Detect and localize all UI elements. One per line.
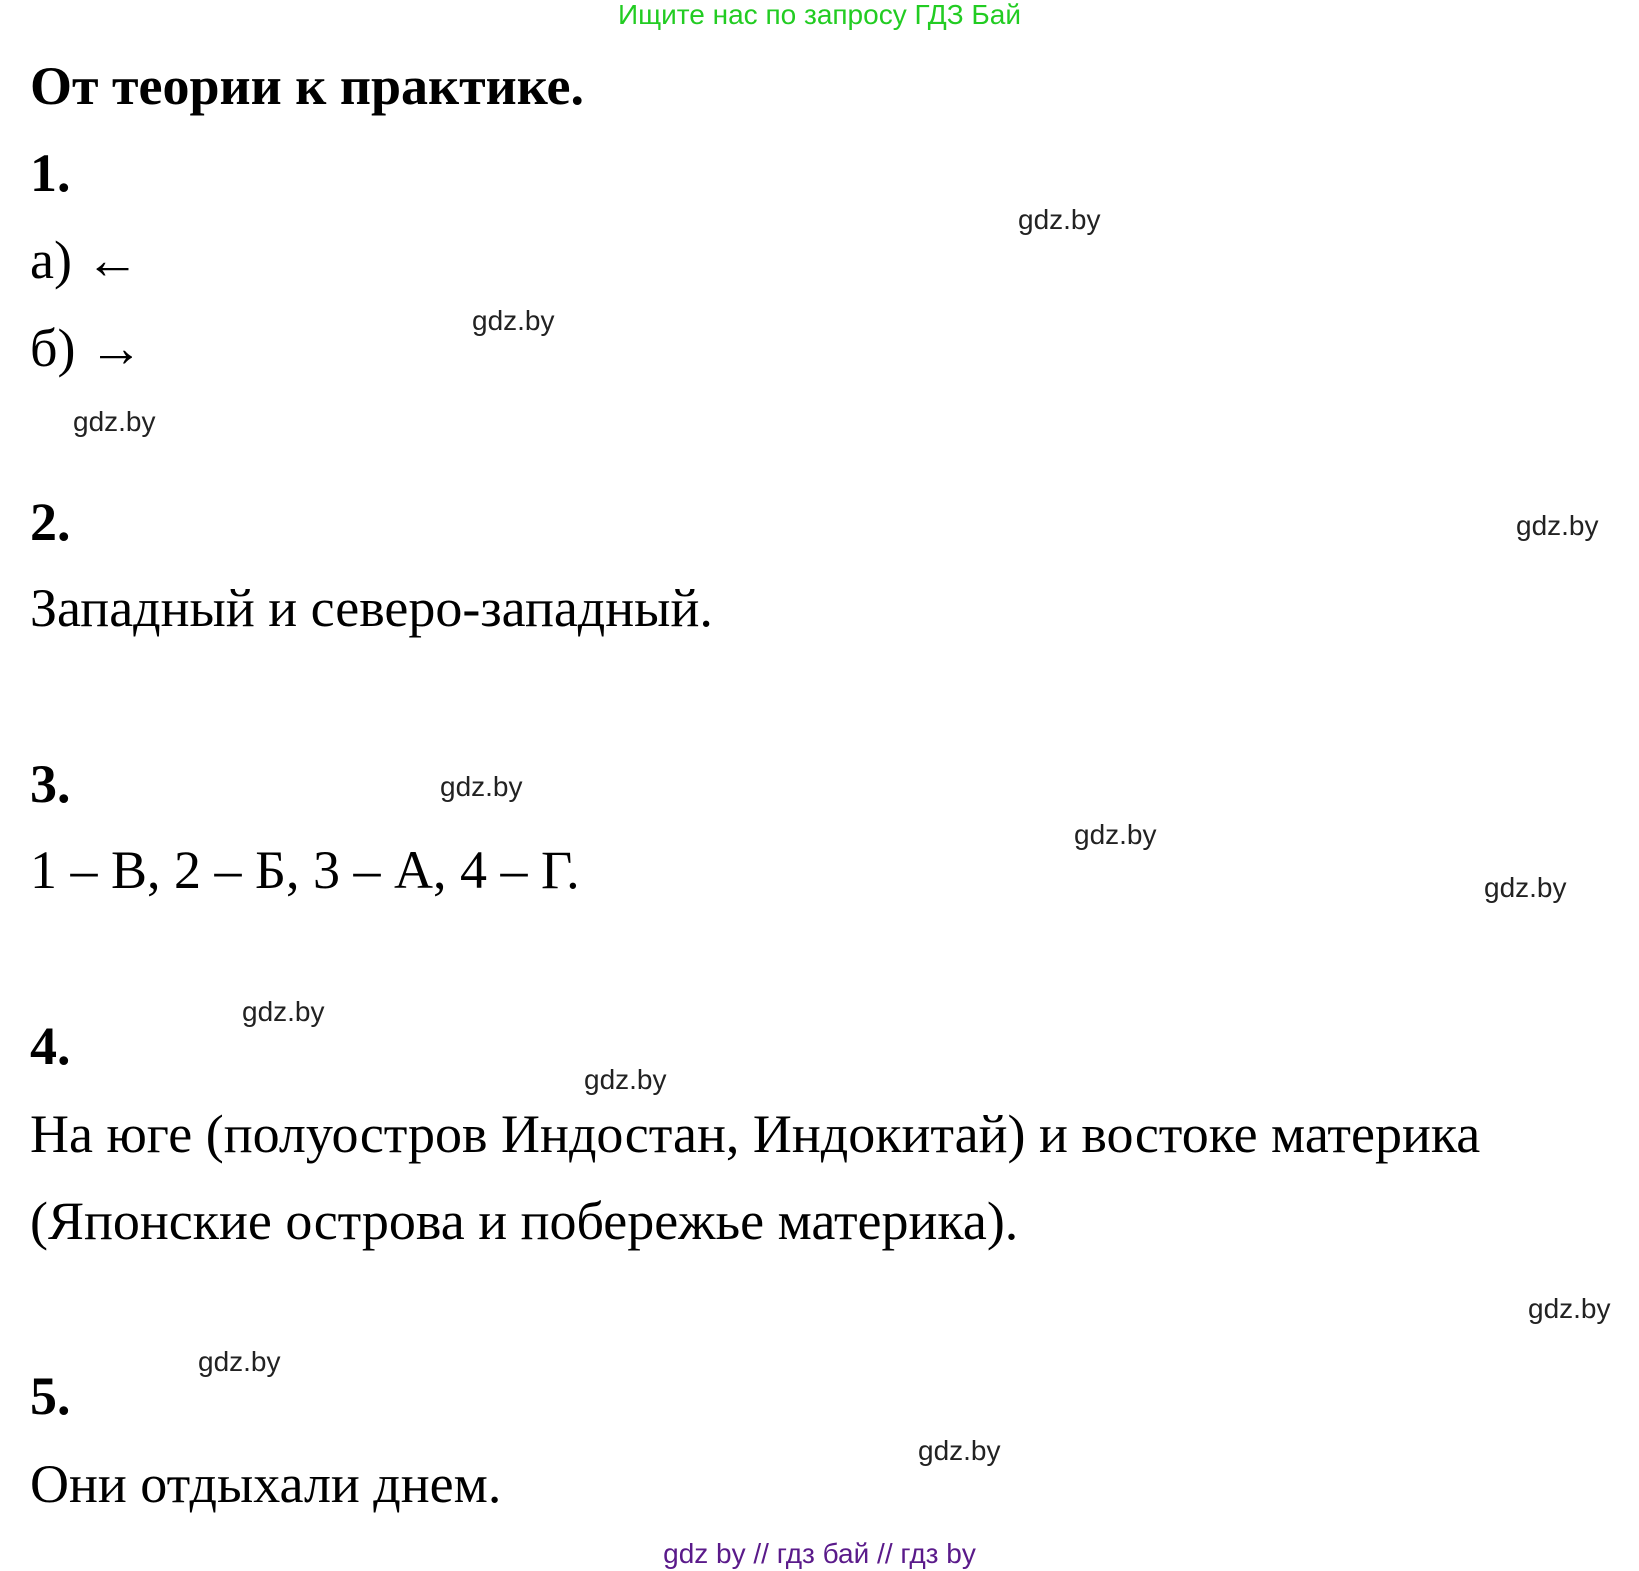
- watermark: gdz.by: [1018, 204, 1101, 235]
- watermark: gdz.by: [440, 771, 523, 802]
- watermark: gdz.by: [1074, 819, 1157, 850]
- watermark: gdz.by: [472, 305, 555, 336]
- watermark: gdz.by: [1484, 872, 1567, 903]
- watermark: gdz.by: [584, 1064, 667, 1095]
- watermark: gdz.by: [1528, 1293, 1611, 1324]
- footer-links: gdz by // гдз бай // гдз by: [663, 1538, 976, 1569]
- task-5-answer: Они отдыхали днем.: [30, 1454, 502, 1514]
- watermark: gdz.by: [1516, 510, 1599, 541]
- search-hint-banner: Ищите нас по запросу ГДЗ Бай: [617, 0, 1022, 30]
- page-title: От теории к практике.: [30, 56, 585, 116]
- watermark: gdz.by: [198, 1346, 281, 1377]
- task-1-answer-a: а) ←: [30, 230, 140, 290]
- task-1-number: 1.: [30, 143, 71, 203]
- task-3-answer: 1 – В, 2 – Б, 3 – А, 4 – Г.: [30, 840, 580, 900]
- task-4-number: 4.: [30, 1016, 71, 1076]
- task-3-number: 3.: [30, 754, 71, 814]
- task-4-answer-line-2: (Японские острова и побережье материка).: [30, 1191, 1019, 1251]
- task-5-number: 5.: [30, 1366, 71, 1426]
- task-1-answer-b: б) →: [30, 318, 143, 378]
- watermark: gdz.by: [918, 1435, 1001, 1466]
- task-2-number: 2.: [30, 492, 71, 552]
- task-4-answer-line-1: На юге (полуостров Индостан, Индокитай) и востоке материка: [30, 1104, 1481, 1164]
- watermark: gdz.by: [73, 406, 156, 437]
- watermark: gdz.by: [242, 996, 325, 1027]
- task-2-answer: Западный и северо-западный.: [30, 578, 713, 638]
